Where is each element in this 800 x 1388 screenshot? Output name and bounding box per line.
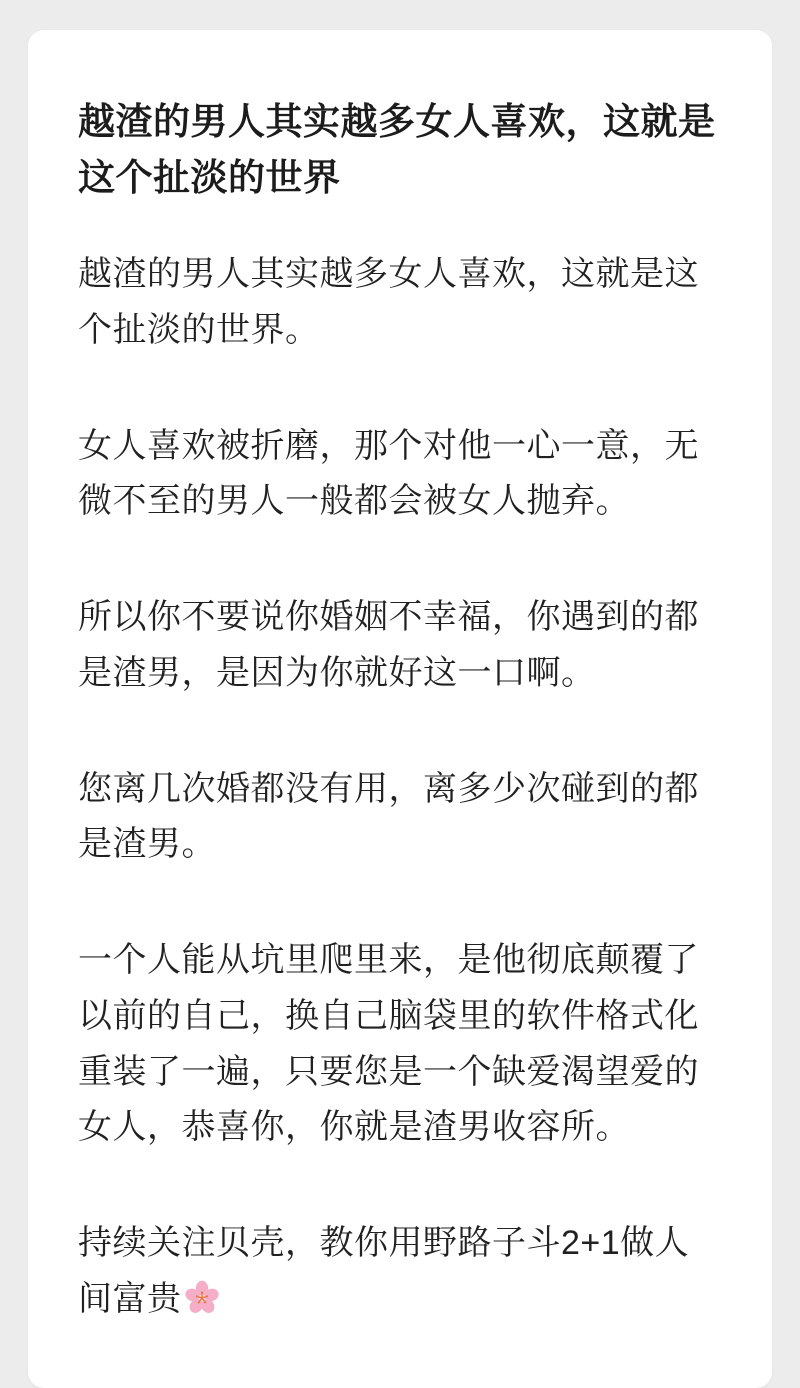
article-card	[28, 30, 772, 1388]
article-closing-paragraph	[78, 1216, 722, 1328]
article-paragraph: 所以你不要说你婚姻不幸福，你遇到的都是渣男，是因为你就好这一口啊。	[78, 598, 699, 692]
article-title: 越渣的男人其实越多女人喜欢，这就是这个扯淡的世界	[78, 101, 716, 198]
cherry-blossom-emoji-icon	[184, 1278, 220, 1314]
article-paragraph: 您离几次婚都没有用，离多少次碰到的都是渣男。	[78, 769, 699, 864]
closing-text: 持续关注贝壳，教你用野路子斗2+1做人间富贵	[78, 1224, 690, 1318]
article-paragraph: 一个人能从坑里爬里来，是他彻底颠覆了以前的自己，换自己脑袋里的软件格式化重装了一遍，只要您是一个缺爱渴望爱的女人，恭喜你，你就是渣男收容所。	[78, 941, 699, 1147]
article-paragraph: 越渣的男人其实越多女人喜欢，这就是这个扯淡的世界。	[78, 255, 699, 349]
article-paragraph: 女人喜欢被折磨，那个对他一心一意，无微不至的男人一般都会被女人抛弃。	[78, 426, 699, 521]
